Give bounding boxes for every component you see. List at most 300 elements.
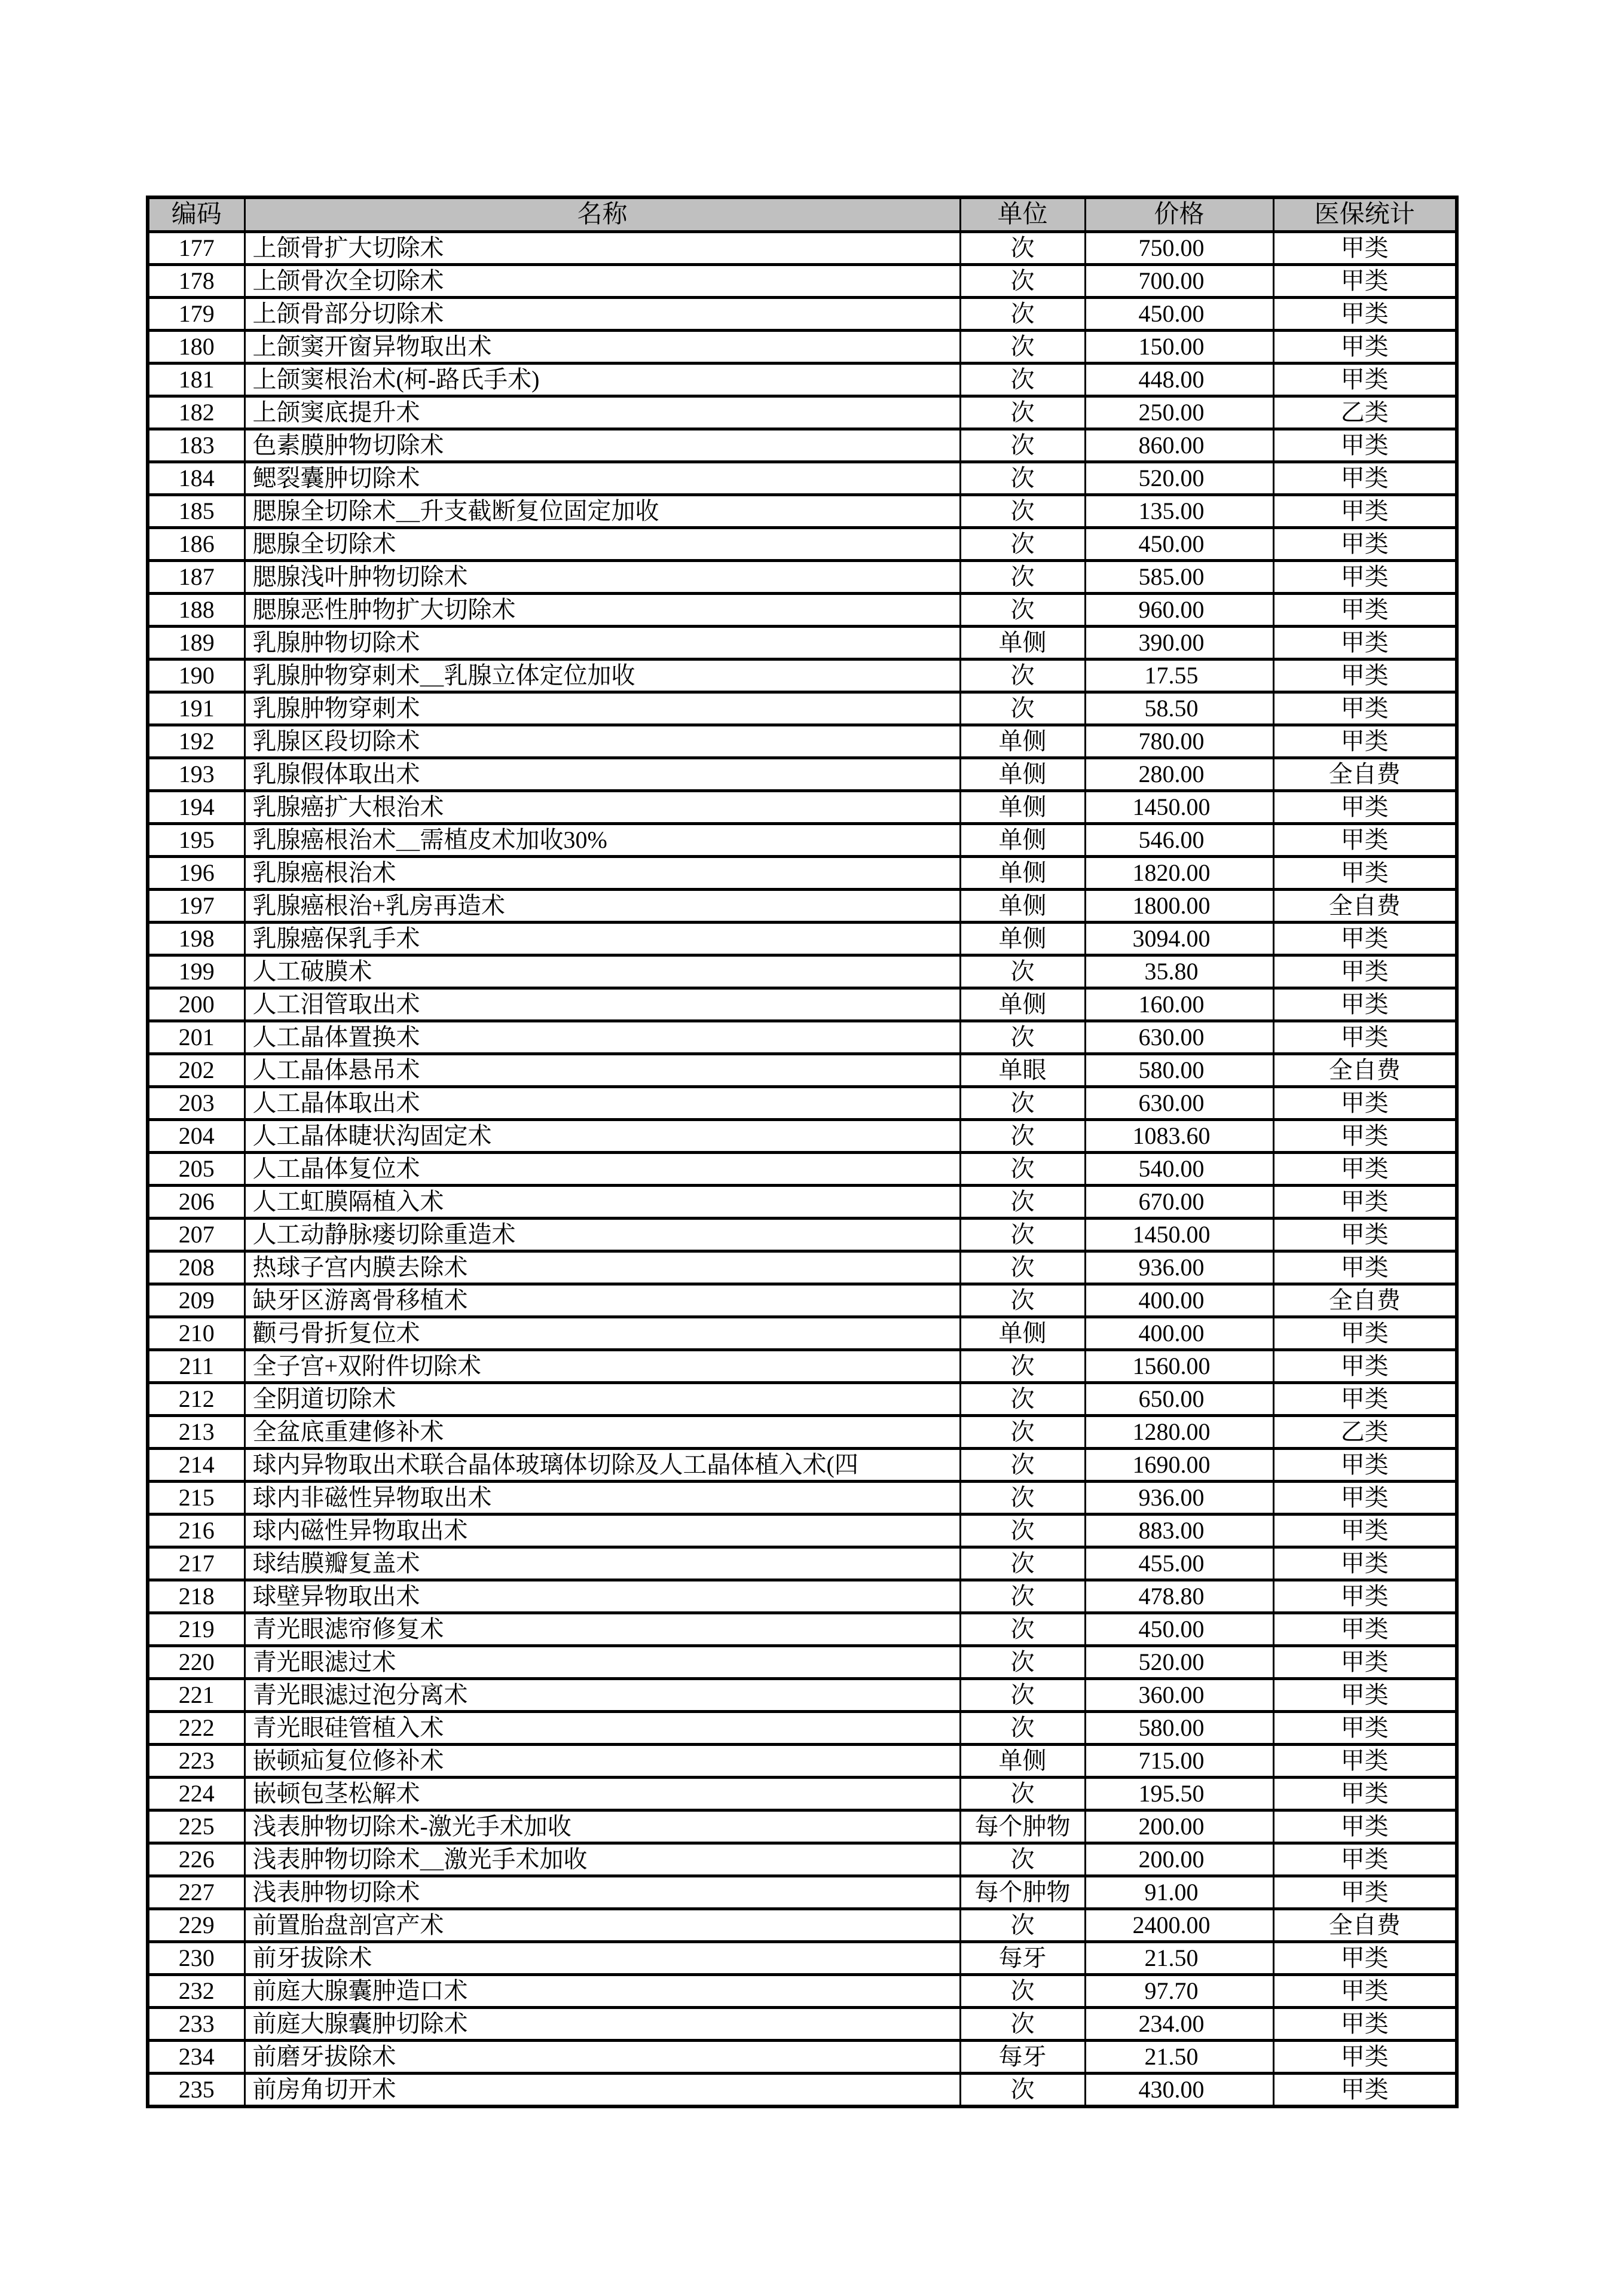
code-cell: 178	[148, 265, 244, 298]
table-row	[148, 232, 1457, 265]
name-cell: 青光眼滤帘修复术	[244, 1613, 960, 1646]
price-cell: 1280.00	[1085, 1416, 1273, 1449]
insurance-cell: 甲类	[1273, 725, 1457, 758]
table-row	[148, 1186, 1457, 1219]
unit-cell: 次	[960, 1284, 1085, 1317]
table-row	[148, 890, 1457, 923]
name-cell: 乳腺癌根治+乳房再造术	[244, 890, 960, 923]
insurance-cell: 甲类	[1273, 988, 1457, 1021]
code-cell: 193	[148, 758, 244, 791]
code-cell: 218	[148, 1580, 244, 1613]
table-row	[148, 1120, 1457, 1153]
unit-cell: 每个肿物	[960, 1810, 1085, 1843]
price-cell: 700.00	[1085, 265, 1273, 298]
name-cell: 上颌窦根治术(柯-路氏手术)	[244, 364, 960, 396]
price-cell: 21.50	[1085, 2041, 1273, 2074]
insurance-cell: 甲类	[1273, 824, 1457, 857]
price-cell: 478.80	[1085, 1580, 1273, 1613]
insurance-cell: 全自费	[1273, 1909, 1457, 1942]
code-cell: 189	[148, 627, 244, 660]
unit-cell: 每牙	[960, 1942, 1085, 1975]
price-cell: 150.00	[1085, 331, 1273, 364]
name-cell: 前牙拔除术	[244, 1942, 960, 1975]
table-row	[148, 1383, 1457, 1416]
insurance-cell: 甲类	[1273, 1646, 1457, 1679]
price-cell: 860.00	[1085, 429, 1273, 462]
price-cell: 91.00	[1085, 1876, 1273, 1909]
price-cell: 650.00	[1085, 1383, 1273, 1416]
name-cell: 人工破膜术	[244, 955, 960, 988]
insurance-cell: 全自费	[1273, 890, 1457, 923]
table-row	[148, 1021, 1457, 1054]
table-row	[148, 495, 1457, 528]
unit-cell: 单侧	[960, 923, 1085, 955]
insurance-cell: 甲类	[1273, 1745, 1457, 1778]
price-cell: 546.00	[1085, 824, 1273, 857]
code-cell: 234	[148, 2041, 244, 2074]
code-cell: 177	[148, 232, 244, 265]
code-cell: 186	[148, 528, 244, 561]
price-cell: 455.00	[1085, 1547, 1273, 1580]
name-cell: 球结膜瓣复盖术	[244, 1547, 960, 1580]
unit-cell: 次	[960, 2074, 1085, 2107]
name-cell: 人工晶体悬吊术	[244, 1054, 960, 1087]
unit-cell: 次	[960, 429, 1085, 462]
insurance-cell: 甲类	[1273, 1975, 1457, 2008]
price-cell: 234.00	[1085, 2008, 1273, 2041]
name-cell: 乳腺肿物穿刺术	[244, 692, 960, 725]
code-cell: 188	[148, 594, 244, 627]
code-cell: 211	[148, 1350, 244, 1383]
table-row	[148, 2041, 1457, 2074]
price-cell: 448.00	[1085, 364, 1273, 396]
insurance-cell: 甲类	[1273, 1876, 1457, 1909]
code-cell: 229	[148, 1909, 244, 1942]
name-cell: 鳃裂囊肿切除术	[244, 462, 960, 495]
insurance-cell: 甲类	[1273, 1021, 1457, 1054]
unit-cell: 次	[960, 1975, 1085, 2008]
table-row	[148, 955, 1457, 988]
unit-cell: 次	[960, 1679, 1085, 1712]
unit-cell: 次	[960, 1219, 1085, 1251]
price-cell: 200.00	[1085, 1810, 1273, 1843]
table-row	[148, 988, 1457, 1021]
name-cell: 腮腺全切除术	[244, 528, 960, 561]
code-cell: 198	[148, 923, 244, 955]
code-cell: 214	[148, 1449, 244, 1482]
name-cell: 乳腺区段切除术	[244, 725, 960, 758]
price-cell: 630.00	[1085, 1087, 1273, 1120]
table-row	[148, 692, 1457, 725]
table-row	[148, 364, 1457, 396]
table-row	[148, 1219, 1457, 1251]
insurance-cell: 甲类	[1273, 1778, 1457, 1810]
name-cell: 上颌骨次全切除术	[244, 265, 960, 298]
insurance-cell: 甲类	[1273, 1843, 1457, 1876]
insurance-cell: 甲类	[1273, 1087, 1457, 1120]
table-row	[148, 1284, 1457, 1317]
unit-cell: 次	[960, 1087, 1085, 1120]
table-row	[148, 396, 1457, 429]
table-row	[148, 1515, 1457, 1547]
code-cell: 235	[148, 2074, 244, 2107]
name-cell: 腮腺全切除术＿升支截断复位固定加收	[244, 495, 960, 528]
code-cell: 213	[148, 1416, 244, 1449]
price-cell: 17.55	[1085, 660, 1273, 692]
code-cell: 205	[148, 1153, 244, 1186]
table-row	[148, 1745, 1457, 1778]
price-cell: 160.00	[1085, 988, 1273, 1021]
unit-cell: 次	[960, 1153, 1085, 1186]
insurance-cell: 乙类	[1273, 396, 1457, 429]
insurance-cell: 甲类	[1273, 791, 1457, 824]
code-cell: 216	[148, 1515, 244, 1547]
code-cell: 224	[148, 1778, 244, 1810]
code-cell: 179	[148, 298, 244, 331]
table-row	[148, 857, 1457, 890]
insurance-cell: 甲类	[1273, 1219, 1457, 1251]
price-cell: 195.50	[1085, 1778, 1273, 1810]
table-row	[148, 758, 1457, 791]
price-cell: 715.00	[1085, 1745, 1273, 1778]
table-row	[148, 1810, 1457, 1843]
code-cell: 191	[148, 692, 244, 725]
price-cell: 450.00	[1085, 298, 1273, 331]
table-row	[148, 791, 1457, 824]
name-cell: 青光眼滤过泡分离术	[244, 1679, 960, 1712]
code-cell: 183	[148, 429, 244, 462]
insurance-cell: 甲类	[1273, 1120, 1457, 1153]
unit-cell: 次	[960, 1515, 1085, 1547]
name-cell: 浅表肿物切除术-激光手术加收	[244, 1810, 960, 1843]
table-row	[148, 923, 1457, 955]
name-cell: 浅表肿物切除术	[244, 1876, 960, 1909]
code-cell: 197	[148, 890, 244, 923]
table-row	[148, 1580, 1457, 1613]
price-cell: 670.00	[1085, 1186, 1273, 1219]
unit-cell: 单侧	[960, 988, 1085, 1021]
insurance-cell: 甲类	[1273, 692, 1457, 725]
code-cell: 226	[148, 1843, 244, 1876]
code-cell: 206	[148, 1186, 244, 1219]
price-cell: 360.00	[1085, 1679, 1273, 1712]
unit-cell: 次	[960, 364, 1085, 396]
unit-cell: 单侧	[960, 1745, 1085, 1778]
unit-cell: 单侧	[960, 890, 1085, 923]
name-cell: 乳腺假体取出术	[244, 758, 960, 791]
table-row	[148, 1778, 1457, 1810]
price-cell: 1690.00	[1085, 1449, 1273, 1482]
price-cell: 35.80	[1085, 955, 1273, 988]
insurance-cell: 甲类	[1273, 594, 1457, 627]
code-cell: 208	[148, 1251, 244, 1284]
name-cell: 人工动静脉瘘切除重造术	[244, 1219, 960, 1251]
insurance-cell: 甲类	[1273, 1449, 1457, 1482]
name-cell: 青光眼滤过术	[244, 1646, 960, 1679]
name-cell: 球壁异物取出术	[244, 1580, 960, 1613]
name-cell: 腮腺浅叶肿物切除术	[244, 561, 960, 594]
price-cell: 580.00	[1085, 1054, 1273, 1087]
unit-cell: 次	[960, 1547, 1085, 1580]
insurance-cell: 甲类	[1273, 660, 1457, 692]
name-cell: 球内非磁性异物取出术	[244, 1482, 960, 1515]
price-cell: 936.00	[1085, 1482, 1273, 1515]
table-row	[148, 725, 1457, 758]
price-cell: 280.00	[1085, 758, 1273, 791]
price-cell: 540.00	[1085, 1153, 1273, 1186]
price-cell: 750.00	[1085, 232, 1273, 265]
code-cell: 184	[148, 462, 244, 495]
unit-cell: 单侧	[960, 824, 1085, 857]
unit-cell: 单侧	[960, 725, 1085, 758]
code-cell: 219	[148, 1613, 244, 1646]
insurance-cell: 甲类	[1273, 955, 1457, 988]
price-cell: 200.00	[1085, 1843, 1273, 1876]
insurance-cell: 甲类	[1273, 2074, 1457, 2107]
insurance-cell: 甲类	[1273, 2008, 1457, 2041]
unit-cell: 单侧	[960, 791, 1085, 824]
insurance-cell: 甲类	[1273, 1515, 1457, 1547]
name-cell: 人工晶体睫状沟固定术	[244, 1120, 960, 1153]
table-row	[148, 298, 1457, 331]
price-cell: 520.00	[1085, 1646, 1273, 1679]
insurance-cell: 乙类	[1273, 1416, 1457, 1449]
table-row	[148, 1975, 1457, 2008]
unit-cell: 次	[960, 1021, 1085, 1054]
insurance-cell: 甲类	[1273, 1679, 1457, 1712]
insurance-cell: 甲类	[1273, 1810, 1457, 1843]
code-cell: 227	[148, 1876, 244, 1909]
code-cell: 202	[148, 1054, 244, 1087]
table-row	[148, 1942, 1457, 1975]
price-cell: 250.00	[1085, 396, 1273, 429]
price-cell: 400.00	[1085, 1317, 1273, 1350]
price-cell: 520.00	[1085, 462, 1273, 495]
price-cell: 430.00	[1085, 2074, 1273, 2107]
unit-cell: 次	[960, 1778, 1085, 1810]
table-row	[148, 824, 1457, 857]
name-cell: 人工晶体置换术	[244, 1021, 960, 1054]
code-cell: 201	[148, 1021, 244, 1054]
table-row	[148, 594, 1457, 627]
unit-cell: 每牙	[960, 2041, 1085, 2074]
code-cell: 194	[148, 791, 244, 824]
name-cell: 上颌骨扩大切除术	[244, 232, 960, 265]
insurance-cell: 甲类	[1273, 1613, 1457, 1646]
price-cell: 1820.00	[1085, 857, 1273, 890]
price-cell: 780.00	[1085, 725, 1273, 758]
price-cell: 450.00	[1085, 528, 1273, 561]
insurance-cell: 甲类	[1273, 1482, 1457, 1515]
price-cell: 2400.00	[1085, 1909, 1273, 1942]
name-cell: 乳腺癌根治术＿需植皮术加收30%	[244, 824, 960, 857]
unit-cell: 次	[960, 1350, 1085, 1383]
code-cell: 196	[148, 857, 244, 890]
insurance-cell: 甲类	[1273, 1383, 1457, 1416]
name-cell: 全子宫+双附件切除术	[244, 1350, 960, 1383]
name-cell: 乳腺癌保乳手术	[244, 923, 960, 955]
code-cell: 192	[148, 725, 244, 758]
code-cell: 225	[148, 1810, 244, 1843]
unit-cell: 次	[960, 1843, 1085, 1876]
name-cell: 人工虹膜隔植入术	[244, 1186, 960, 1219]
unit-cell: 次	[960, 265, 1085, 298]
table-row	[148, 429, 1457, 462]
table-row	[148, 1350, 1457, 1383]
code-cell: 195	[148, 824, 244, 857]
name-cell: 前房角切开术	[244, 2074, 960, 2107]
name-cell: 球内异物取出术联合晶体玻璃体切除及人工晶体植入术(四	[244, 1449, 960, 1482]
code-cell: 220	[148, 1646, 244, 1679]
name-cell: 嵌顿包茎松解术	[244, 1778, 960, 1810]
unit-cell: 次	[960, 528, 1085, 561]
price-cell: 3094.00	[1085, 923, 1273, 955]
table-row	[148, 265, 1457, 298]
code-cell: 230	[148, 1942, 244, 1975]
name-cell: 前置胎盘剖宫产术	[244, 1909, 960, 1942]
table-row	[148, 1482, 1457, 1515]
unit-cell: 次	[960, 1613, 1085, 1646]
unit-cell: 次	[960, 594, 1085, 627]
code-cell: 180	[148, 331, 244, 364]
unit-cell: 单眼	[960, 1054, 1085, 1087]
price-cell: 883.00	[1085, 1515, 1273, 1547]
insurance-cell: 甲类	[1273, 627, 1457, 660]
insurance-cell: 甲类	[1273, 364, 1457, 396]
table-row	[148, 1153, 1457, 1186]
code-cell: 182	[148, 396, 244, 429]
unit-cell: 次	[960, 462, 1085, 495]
unit-cell: 次	[960, 1909, 1085, 1942]
unit-cell: 次	[960, 2008, 1085, 2041]
insurance-cell: 全自费	[1273, 1054, 1457, 1087]
insurance-cell: 甲类	[1273, 1251, 1457, 1284]
name-cell: 缺牙区游离骨移植术	[244, 1284, 960, 1317]
insurance-cell: 甲类	[1273, 298, 1457, 331]
code-cell: 215	[148, 1482, 244, 1515]
column-header-code: 编码	[148, 197, 244, 232]
price-cell: 400.00	[1085, 1284, 1273, 1317]
code-cell: 181	[148, 364, 244, 396]
unit-cell: 次	[960, 561, 1085, 594]
name-cell: 青光眼硅管植入术	[244, 1712, 960, 1745]
table-row	[148, 627, 1457, 660]
code-cell: 222	[148, 1712, 244, 1745]
code-cell: 217	[148, 1547, 244, 1580]
unit-cell: 次	[960, 1416, 1085, 1449]
insurance-cell: 甲类	[1273, 1350, 1457, 1383]
table-row	[148, 1054, 1457, 1087]
price-cell: 936.00	[1085, 1251, 1273, 1284]
name-cell: 全阴道切除术	[244, 1383, 960, 1416]
table-row	[148, 2074, 1457, 2107]
code-cell: 199	[148, 955, 244, 988]
insurance-cell: 甲类	[1273, 1317, 1457, 1350]
unit-cell: 次	[960, 331, 1085, 364]
code-cell: 200	[148, 988, 244, 1021]
table-row	[148, 1416, 1457, 1449]
code-cell: 233	[148, 2008, 244, 2041]
insurance-cell: 甲类	[1273, 1712, 1457, 1745]
table-header-row	[148, 197, 1457, 232]
price-cell: 960.00	[1085, 594, 1273, 627]
table-row	[148, 1449, 1457, 1482]
unit-cell: 单侧	[960, 627, 1085, 660]
insurance-cell: 甲类	[1273, 1942, 1457, 1975]
name-cell: 嵌顿疝复位修补术	[244, 1745, 960, 1778]
name-cell: 浅表肿物切除术＿激光手术加收	[244, 1843, 960, 1876]
code-cell: 187	[148, 561, 244, 594]
table-row	[148, 462, 1457, 495]
price-cell: 630.00	[1085, 1021, 1273, 1054]
name-cell: 前庭大腺囊肿切除术	[244, 2008, 960, 2041]
name-cell: 乳腺肿物穿刺术＿乳腺立体定位加收	[244, 660, 960, 692]
name-cell: 前庭大腺囊肿造口术	[244, 1975, 960, 2008]
unit-cell: 次	[960, 1186, 1085, 1219]
table-row	[148, 1547, 1457, 1580]
price-cell: 1083.60	[1085, 1120, 1273, 1153]
unit-cell: 次	[960, 298, 1085, 331]
unit-cell: 次	[960, 955, 1085, 988]
price-cell: 1450.00	[1085, 1219, 1273, 1251]
table-row	[148, 528, 1457, 561]
table-row	[148, 1843, 1457, 1876]
price-cell: 585.00	[1085, 561, 1273, 594]
unit-cell: 次	[960, 1383, 1085, 1416]
table-row	[148, 2008, 1457, 2041]
insurance-cell: 甲类	[1273, 1580, 1457, 1613]
table-row	[148, 1712, 1457, 1745]
name-cell: 上颌窦底提升术	[244, 396, 960, 429]
table-body	[148, 232, 1457, 2107]
column-header-unit: 单位	[960, 197, 1085, 232]
table-row	[148, 331, 1457, 364]
code-cell: 207	[148, 1219, 244, 1251]
code-cell: 203	[148, 1087, 244, 1120]
table-row	[148, 1251, 1457, 1284]
price-cell: 21.50	[1085, 1942, 1273, 1975]
price-cell: 1560.00	[1085, 1350, 1273, 1383]
insurance-cell: 甲类	[1273, 923, 1457, 955]
price-cell: 135.00	[1085, 495, 1273, 528]
name-cell: 颧弓骨折复位术	[244, 1317, 960, 1350]
column-header-name: 名称	[244, 197, 960, 232]
insurance-cell: 甲类	[1273, 265, 1457, 298]
name-cell: 腮腺恶性肿物扩大切除术	[244, 594, 960, 627]
table-row	[148, 1646, 1457, 1679]
unit-cell: 次	[960, 495, 1085, 528]
name-cell: 前磨牙拔除术	[244, 2041, 960, 2074]
code-cell: 185	[148, 495, 244, 528]
table-row	[148, 1087, 1457, 1120]
unit-cell: 单侧	[960, 857, 1085, 890]
price-cell: 58.50	[1085, 692, 1273, 725]
code-cell: 212	[148, 1383, 244, 1416]
code-cell: 209	[148, 1284, 244, 1317]
insurance-cell: 甲类	[1273, 1186, 1457, 1219]
unit-cell: 次	[960, 232, 1085, 265]
insurance-cell: 甲类	[1273, 331, 1457, 364]
column-header-insurance: 医保统计	[1273, 197, 1457, 232]
name-cell: 上颌骨部分切除术	[244, 298, 960, 331]
name-cell: 全盆底重建修补术	[244, 1416, 960, 1449]
unit-cell: 单侧	[960, 758, 1085, 791]
unit-cell: 次	[960, 660, 1085, 692]
unit-cell: 次	[960, 1482, 1085, 1515]
insurance-cell: 甲类	[1273, 528, 1457, 561]
insurance-cell: 甲类	[1273, 2041, 1457, 2074]
table-row	[148, 1317, 1457, 1350]
